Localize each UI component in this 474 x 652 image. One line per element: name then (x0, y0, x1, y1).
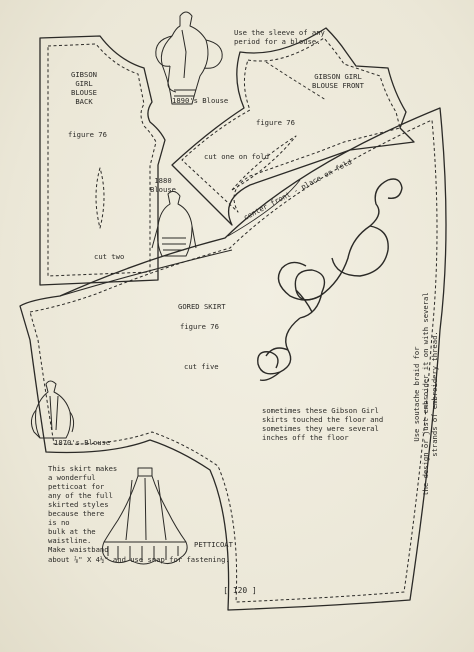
blouse-front-title: GIBSON GIRL BLOUSE FRONT (312, 72, 364, 90)
blouse-back-cut: cut two (94, 252, 125, 261)
sleeve-note: Use the sleeve of any period for a blouse. (234, 28, 325, 46)
blouse-front-figure: figure 76 (256, 118, 295, 127)
petticoat-note: This skirt makes a wonderful petticoat for any of the full skirted styles because there is no bulk at the waistline. Make waistband (48, 464, 118, 554)
blouse-1890-label: 1890's Blouse (172, 96, 229, 105)
blouse-back-dart (96, 168, 104, 228)
blouse-back-figure: figure 76 (68, 130, 107, 139)
blouse-1870-label: 1870's Blouse (54, 438, 111, 447)
blouse-front-center-front: center front - place on fold (242, 157, 354, 222)
blouse-1890-illustration (156, 12, 222, 104)
page-number: [ 120 ] (223, 586, 257, 595)
gored-skirt-figure: figure 76 (180, 322, 219, 331)
petticoat-label: PETTICOAT (194, 540, 233, 549)
blouse-front-cut-fold: cut one on fold (204, 152, 269, 161)
blouse-1870-illustration (31, 381, 73, 438)
gored-skirt-title: GORED SKIRT (178, 302, 226, 311)
waistband-note: about ⅞" X 4½" and use snap for fastening. (48, 555, 230, 564)
braid-design (258, 179, 402, 380)
gored-skirt-cut: cut five (184, 362, 219, 371)
blouse-1880-label: 1880 Blouse (150, 176, 176, 194)
braid-note: Use soutache braid for the design or just embroider it on with several strands of embroidery thread. (412, 292, 439, 496)
blouse-back-title: GIBSON GIRL BLOUSE BACK (71, 70, 97, 106)
floor-note: sometimes these Gibson Girl skirts touched the floor and sometimes they were several inches off the floor (262, 406, 384, 442)
